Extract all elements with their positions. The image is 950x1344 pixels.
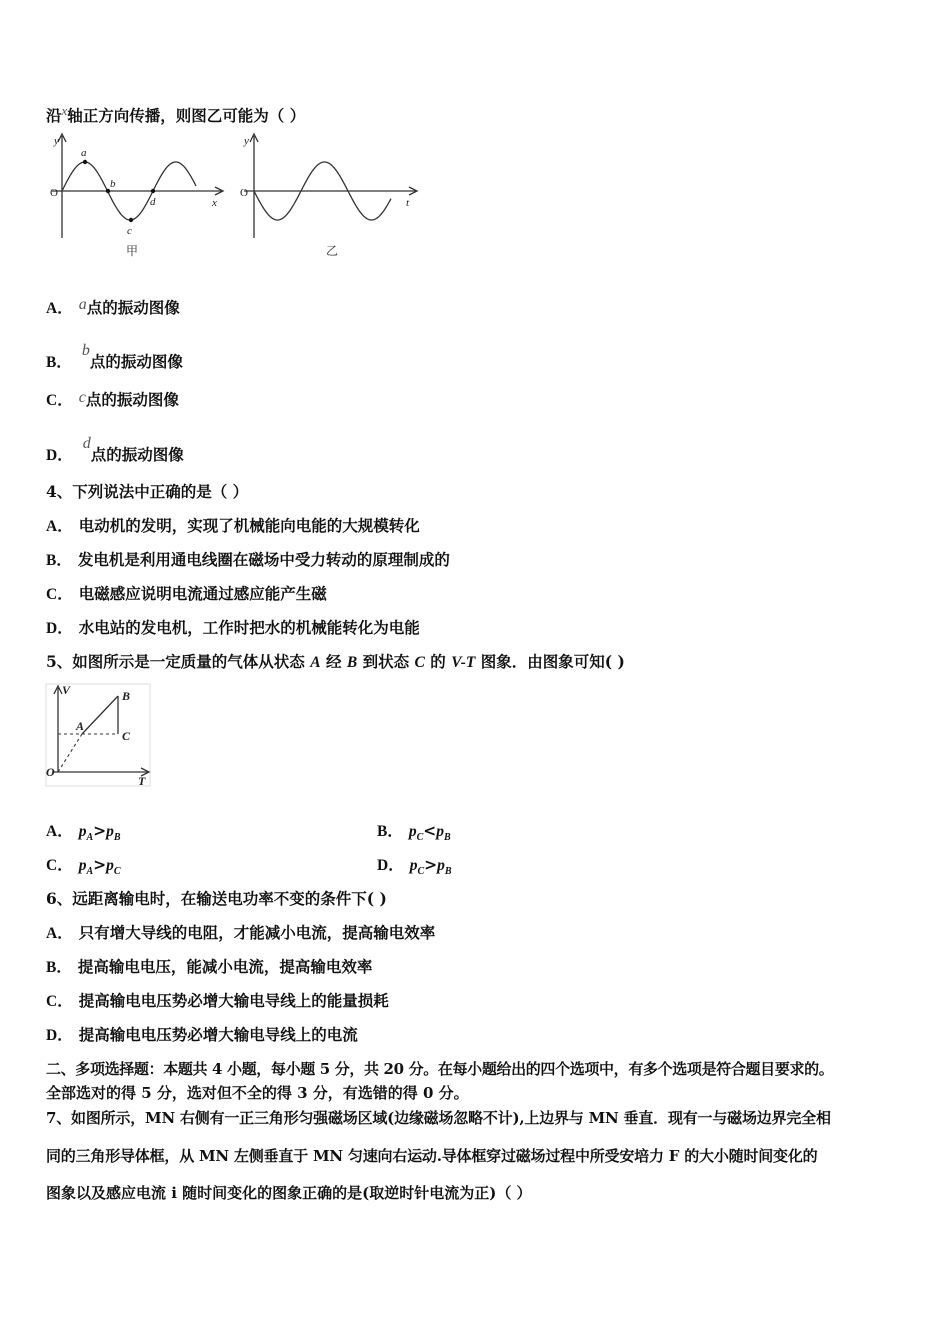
q4-option-b-label: B． <box>46 552 72 569</box>
point-d-dot <box>151 189 155 193</box>
figure-vt <box>44 682 154 790</box>
q3-option-d-text: 点的振动图像 <box>90 445 184 464</box>
jia-x-label: x <box>212 197 217 209</box>
yi-y-label: y <box>244 135 249 147</box>
q4-option-b[interactable] <box>46 550 450 571</box>
q7-line3: 图象以及感应电流 i 随时间变化的图象正确的是(取逆时针电流为正)（ ） <box>46 1184 532 1202</box>
q5-stem-A: A <box>310 654 321 671</box>
q7-line2: 同的三角形导体框，从 MN 左侧垂直于 MN 匀速向右运动.导体框穿过磁场过程中所受安培力 F 的大小随时间变化的 <box>46 1147 818 1165</box>
point-d-label: d <box>150 196 156 208</box>
q3-option-b-var: b <box>81 342 90 359</box>
q5-option-a-s2: B <box>113 832 121 844</box>
q6-option-d-text: 提高输电电压势必增大输电导线上的电流 <box>78 1025 358 1044</box>
q5-stem-C: C <box>414 654 425 671</box>
point-b-label: b <box>110 178 116 190</box>
q4-option-d-text: 水电站的发电机，工作时把水的机械能转化为电能 <box>78 618 420 637</box>
q6-option-b-label: B． <box>46 959 72 976</box>
figure-yi <box>236 128 426 260</box>
q3-stem-pre: 沿 <box>46 106 62 125</box>
q5-option-c[interactable] <box>46 855 121 882</box>
q5-option-c-p1: p <box>78 857 87 874</box>
vt-origin: O <box>46 765 55 779</box>
q4-option-d-label: D． <box>46 620 73 637</box>
q5-stem-b: 经 <box>325 652 342 671</box>
yi-x-label: t <box>406 197 410 209</box>
vt-c-label: C <box>122 729 131 743</box>
q5-option-b-p1: p <box>408 823 417 840</box>
q5-option-b[interactable] <box>377 821 451 848</box>
q7-line1: 7、如图所示，MN 右侧有一正三角形匀强磁场区域(边缘磁场忽略不计),上边界与 MN 垂直．现有一与磁场边界完全相 <box>46 1109 831 1127</box>
q3-option-c-var: c <box>78 389 86 406</box>
q5-option-b-p2: p <box>436 823 445 840</box>
q6-option-a-label: A． <box>46 925 73 942</box>
q6-option-a[interactable] <box>46 923 435 944</box>
vt-a-label: A <box>76 719 85 733</box>
q6-option-d-label: D． <box>46 1027 73 1044</box>
q5-stem-d: 的 <box>430 652 446 671</box>
q5-option-b-label: B． <box>377 823 403 840</box>
section2-line1: 二、多项选择题：本题共 4 小题，每小题 5 分，共 20 分。在每小题给出的四个选项中，有多个选项是符合题目要求的。 <box>46 1060 834 1078</box>
q3-option-a[interactable] <box>46 295 180 319</box>
q6-option-b[interactable] <box>46 957 372 978</box>
q3-stem-var: x <box>61 103 68 118</box>
q4-option-a[interactable] <box>46 516 420 537</box>
q6-option-c[interactable] <box>46 991 389 1012</box>
q4-stem: 4、下列说法中正确的是（ ） <box>46 482 249 501</box>
q3-stem-post: 轴正方向传播，则图乙可能为（ ） <box>67 106 306 125</box>
figure-jia <box>44 128 234 260</box>
q5-option-a-p2: p <box>106 823 114 840</box>
q6-option-a-text: 只有增大导线的电阻，才能减小电流，提高输电效率 <box>78 923 436 942</box>
q5-option-c-label: C． <box>46 857 73 874</box>
point-a-dot <box>83 160 87 164</box>
q5-option-d-s2: B <box>444 866 452 878</box>
q6-option-c-label: C． <box>46 993 73 1010</box>
jia-y-label: y <box>54 135 59 147</box>
q5-option-c-p2: p <box>106 857 114 874</box>
q6-stem: 6、远距离输电时，在输送电功率不变的条件下( ) <box>46 889 387 908</box>
q4-option-a-text: 电动机的发明，实现了机械能向电能的大规模转化 <box>78 516 420 535</box>
q5-option-a-p1: p <box>78 823 87 840</box>
q3-option-c-label: C． <box>46 392 73 409</box>
q5-option-a[interactable] <box>46 821 121 848</box>
q3-option-a-var: a <box>78 296 87 313</box>
q5-option-b-op: < <box>423 821 437 840</box>
q5-option-a-label: A． <box>46 823 73 840</box>
q5-option-d-p2: p <box>437 857 445 874</box>
jia-origin: O <box>50 187 58 199</box>
q5-option-d-op: > <box>424 855 438 874</box>
q3-option-b-label: B． <box>46 354 72 371</box>
q3-stem <box>46 101 305 126</box>
q4-option-a-label: A． <box>46 518 73 535</box>
q5-option-d-p1: p <box>409 857 418 874</box>
q3-option-b-text: 点的振动图像 <box>89 352 183 371</box>
point-c-dot <box>129 218 133 222</box>
point-a-label: a <box>81 147 87 159</box>
vt-t-label: T <box>138 774 146 788</box>
q5-stem-VT: V-T <box>451 654 476 671</box>
q4-option-b-text: 发电机是利用通电线圈在磁场中受力转动的原理制成的 <box>77 550 450 569</box>
vt-b-label: B <box>122 689 131 703</box>
q5-option-d-label: D． <box>377 857 404 874</box>
q3-option-d-label: D． <box>46 447 73 464</box>
q5-option-c-s1: A <box>86 866 94 878</box>
q5-option-c-op: > <box>93 855 107 874</box>
q4-option-d[interactable] <box>46 618 420 639</box>
section2-line2: 全部选对的得 5 分，选对但不全的得 3 分，有选错的得 0 分。 <box>46 1084 469 1102</box>
q6-option-d[interactable] <box>46 1025 358 1046</box>
q5-option-b-s2: B <box>444 832 451 844</box>
jia-caption: 甲 <box>126 244 139 258</box>
q3-option-d[interactable] <box>46 434 184 466</box>
yi-origin: O <box>240 187 248 199</box>
q3-option-b[interactable] <box>46 341 183 373</box>
q5-stem <box>46 652 625 673</box>
q5-option-a-op: > <box>93 821 107 840</box>
q4-option-c[interactable] <box>46 584 327 605</box>
q5-option-d-s1: C <box>417 866 425 878</box>
q5-option-c-s2: C <box>113 866 121 878</box>
q5-option-b-s1: C <box>416 832 424 844</box>
q5-stem-c: 到状态 <box>362 652 410 671</box>
q3-option-a-text: 点的振动图像 <box>86 298 180 317</box>
q3-option-c[interactable] <box>46 388 179 411</box>
q3-option-c-text: 点的振动图像 <box>85 390 179 409</box>
q5-stem-e: 图象．由图象可知( ) <box>480 652 625 671</box>
q5-stem-B: B <box>346 654 358 671</box>
q6-option-c-text: 提高输电电压势必增大输电导线上的能量损耗 <box>78 991 389 1010</box>
q3-option-d-var: d <box>82 435 91 452</box>
q4-option-c-text: 电磁感应说明电流通过感应能产生磁 <box>78 584 327 603</box>
q5-option-a-s1: A <box>86 832 94 844</box>
point-c-label: c <box>127 225 132 237</box>
q5-stem-a: 5、如图所示是一定质量的气体从状态 <box>46 652 305 671</box>
q5-option-d[interactable] <box>377 855 452 882</box>
q6-option-b-text: 提高输电电压，能减小电流，提高输电效率 <box>77 957 373 976</box>
yi-caption: 乙 <box>326 244 339 258</box>
vt-v-label: V <box>62 683 71 697</box>
q3-option-a-label: A． <box>46 300 73 317</box>
q4-option-c-label: C． <box>46 586 73 603</box>
